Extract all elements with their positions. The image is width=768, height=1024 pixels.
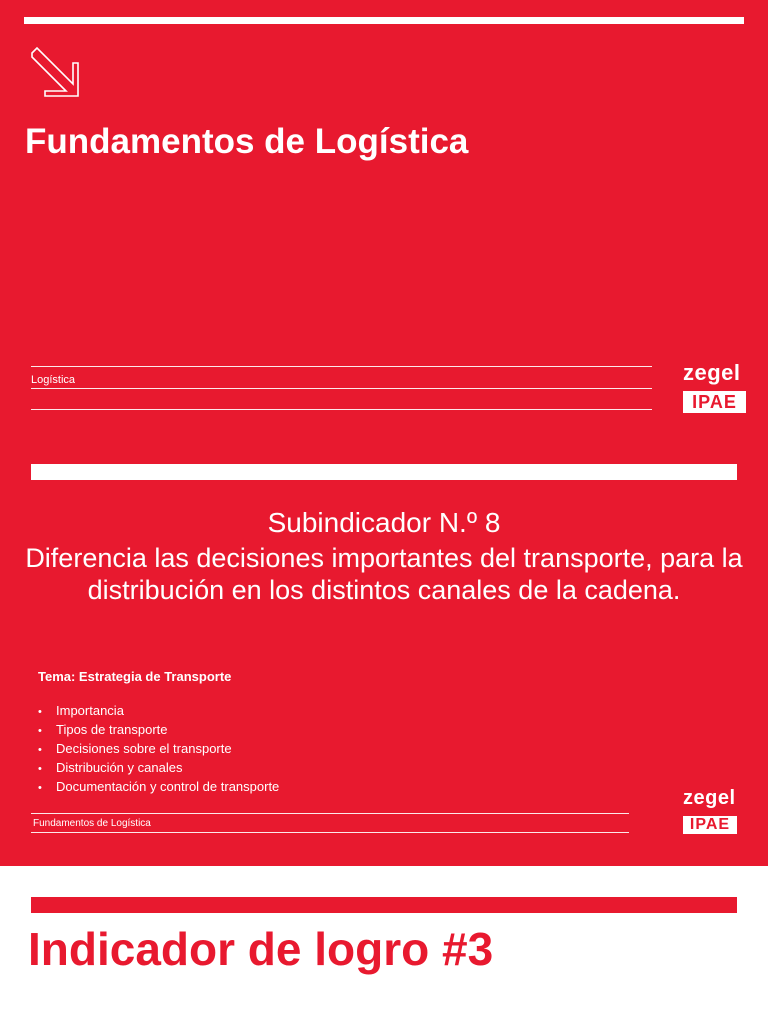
brand-ipae: IPAE bbox=[683, 391, 746, 413]
top-white-bar bbox=[24, 17, 744, 24]
brand-zegel: zegel bbox=[683, 787, 736, 809]
red-bar bbox=[31, 897, 737, 913]
list-item: • Documentación y control de transporte bbox=[38, 778, 279, 797]
arrow-down-right-icon bbox=[29, 45, 81, 99]
brand-ipae: IPAE bbox=[683, 816, 737, 834]
list-item: • Importancia bbox=[38, 702, 279, 721]
list-item: • Decisiones sobre el transporte bbox=[38, 740, 279, 759]
footer-label: Fundamentos de Logística bbox=[33, 818, 151, 829]
footer-label: Logística bbox=[31, 374, 76, 386]
page-title: Fundamentos de Logística bbox=[25, 122, 469, 161]
divider bbox=[31, 832, 629, 833]
divider bbox=[31, 409, 652, 410]
list-item: • Distribución y canales bbox=[38, 759, 279, 778]
slide-subindicator bbox=[0, 432, 768, 866]
divider bbox=[31, 366, 652, 367]
slide-title bbox=[0, 0, 768, 432]
subindicator-heading: Subindicador N.º 8 bbox=[267, 507, 501, 538]
subindicator-description: Diferencia las decisiones importantes del transporte, para la distribución en los distintos canales de la cadena. bbox=[25, 543, 743, 605]
top-white-bar bbox=[31, 464, 737, 480]
brand-zegel: zegel bbox=[683, 360, 741, 385]
indicator-heading: Indicador de logro #3 bbox=[28, 923, 494, 975]
topic-list bbox=[38, 702, 279, 797]
tema-label: Tema: Estrategia de Transporte bbox=[38, 669, 232, 684]
divider bbox=[31, 813, 629, 814]
list-item: • Tipos de transporte bbox=[38, 721, 279, 740]
divider bbox=[31, 388, 652, 389]
